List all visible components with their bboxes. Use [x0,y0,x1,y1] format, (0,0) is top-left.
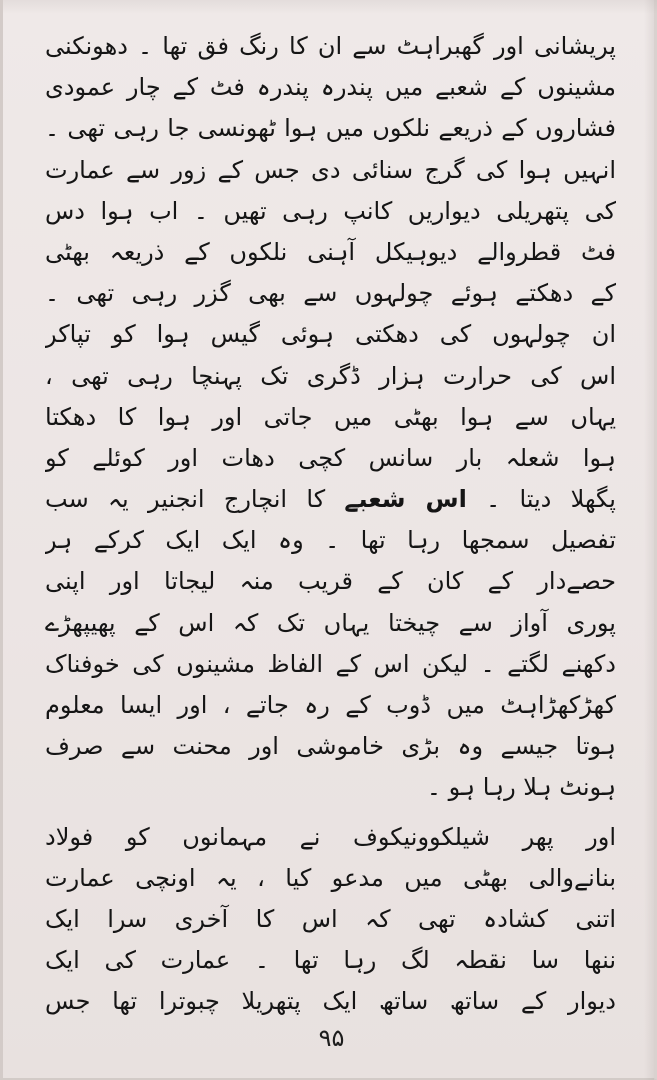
text-line: اس کی حرارت ہزار ڈگری تک پہنچا رہی تھی ، [45,361,616,390]
text-line: فشاروں کے ذریعے نلکوں میں ہوا ٹھونسی جا رہی تھی ۔ [45,114,616,143]
text-line: ہوتا جیسے وہ بڑی خاموشی اور محنت سے صرف [45,732,616,761]
text-line: یہاں سے ہوا بھٹی میں جاتی اور ہوا کا دھکتا [45,402,616,431]
text-line: ان چولہوں کی دھکتی ہوئی گیس ہوا کو تپاکر [45,320,616,349]
page-number: ۹۵ [318,1024,345,1052]
text-line: فٹ قطروالے دیوہیکل آہنی نلکوں کے ذریعہ بھٹی [45,237,616,266]
paragraph-1 [45,26,616,809]
line-12-start: پگھلا دیتا ۔ [486,485,616,514]
paragraph-end-line: ہونٹ ہلا رہا ہو ۔ [426,773,616,802]
text-line: اور پھر شیلکوونیکوف نے مہمانوں کو فولاد [45,822,616,851]
text-line: کھڑکھڑاہٹ میں ڈوب کے رہ جاتے ، اور ایسا معلوم [45,691,616,719]
text-line: دکھنے لگتے ۔ لیکن اس کے الفاظ مشینوں کی خوفناک [45,649,616,678]
page-right-shadow [644,0,654,1080]
text-line: کی پتھریلی دیواریں کانپ رہی تھیں ۔ اب ہوا دس [45,196,616,225]
text-line: ہوا شعلہ بار سانس کچی دھات اور کوئلے کو [45,443,616,472]
text-line: حصےدار کے کان کے قریب منہ لیجاتا اور اپنی [45,567,616,596]
text-line: پوری آواز سے چیختا یہاں تک کہ اس کے پھیپھڑے [45,608,616,637]
bold-phrase: اس شعبے [344,485,467,514]
line-12-end: کا انچارج انجنیر یہ سب [45,485,326,514]
text-line: دیوار کے ساتھ ساتھ ایک پتھریلا چبوترا تھا جس [45,987,616,1016]
text-line: تفصیل سمجھا رہا تھا ۔ وہ ایک ایک کرکے ہر [45,526,616,555]
text-line: پریشانی اور گھبراہٹ سے ان کا رنگ فق تھا ۔ دھونکنی [45,32,616,60]
text-line: بنانےوالی بھٹی میں مدعو کیا ، یہ اونچی عمارت [45,863,616,892]
text-line: انہیں ہوا کی گرج سنائی دی جس کے زور سے عمارت [45,155,616,184]
page-text [45,26,616,1023]
text-line-with-emphasis [45,479,616,520]
text-line: مشینوں کے شعبے میں پندرہ پندرہ فٹ کے چار عمودی [45,73,616,102]
text-line: ننھا سا نقطہ لگ رہا تھا ۔ عمارت کی ایک [45,946,616,975]
paragraph-2 [45,817,616,1023]
paragraph-gap [45,809,616,817]
text-line: اتنی کشادہ تھی کہ اس کا آخری سرا ایک [45,904,616,933]
page-top-shadow [3,0,657,14]
text-line: کے دھکتے ہوئے چولہوں سے بھی گزر رہی تھی ۔ [45,279,616,308]
